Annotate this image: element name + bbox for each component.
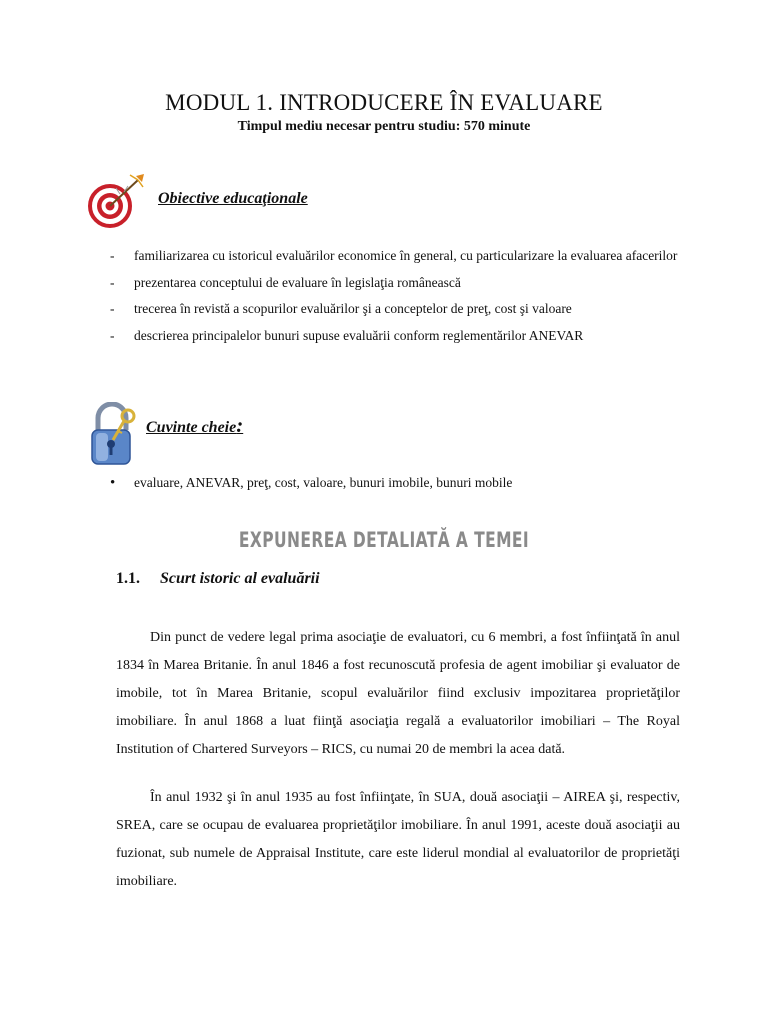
list-item: - descrierea principalelor bunuri supuse evaluării conform reglementărilor ANEVAR: [110, 323, 690, 350]
body-paragraph: Din punct de vedere legal prima asociaţie de evaluatori, cu 6 membri, a fost înfiinţată în anul 1834 în Marea Britanie. În anul 1846 a fost recunoscută profesia de agent imobiliar şi evaluator de imobile, tot în Marea Britanie, scopul evaluărilor fiind exclusiv impozitarea proprietăţilor imobiliare. În anul 1868 a luat fiinţă asociaţia regală a evaluatorilor imobiliari – The Royal Institution of Chartered Surveyors – RICS, cu numai 20 de membri la acea dată.: [116, 630, 680, 757]
objectives-heading: Obiective educaţionale: [158, 190, 308, 207]
subsection-title: Scurt istoric al evaluării: [160, 570, 320, 587]
subsection-heading: [116, 570, 320, 588]
subsection-number: 1.1.: [116, 570, 140, 587]
target-icon: [86, 172, 148, 232]
keywords-list: [110, 471, 512, 495]
objectives-list: [110, 243, 690, 349]
body-paragraph: În anul 1932 şi în anul 1935 au fost înfiinţate, în SUA, două asociaţii – AIREA şi, respectiv, SREA, care se ocupau de evaluarea proprietăţilor imobiliare. În anul 1991, aceste două asociaţii au fuzionat, sub numele de Appraisal Institute, care este liderul mondial al evaluatorilor de proprietăţi imobiliare.: [116, 790, 680, 889]
list-item: - prezentarea conceptului de evaluare în legislaţia românească: [110, 270, 690, 297]
list-item: • evaluare, ANEVAR, preţ, cost, valoare, bunuri imobile, bunuri mobile: [110, 471, 512, 495]
keywords-heading: [146, 413, 243, 438]
padlock-key-icon: [88, 402, 138, 468]
section-heading: EXPUNEREA DETALIATĂ A TEMEI: [238, 528, 530, 552]
keywords-heading-colon: :: [236, 413, 244, 437]
page-title: MODUL 1. INTRODUCERE ÎN EVALUARE: [165, 90, 603, 115]
keywords-heading-text: Cuvinte cheie: [146, 419, 237, 436]
page-subtitle: Timpul mediu necesar pentru studiu: 570 minute: [237, 119, 531, 134]
list-item: - trecerea în revistă a scopurilor evaluărilor şi a conceptelor de preţ, cost şi valoare: [110, 296, 690, 323]
list-item: - familiarizarea cu istoricul evaluărilor economice în general, cu particularizare la evaluarea afacerilor: [110, 243, 690, 270]
